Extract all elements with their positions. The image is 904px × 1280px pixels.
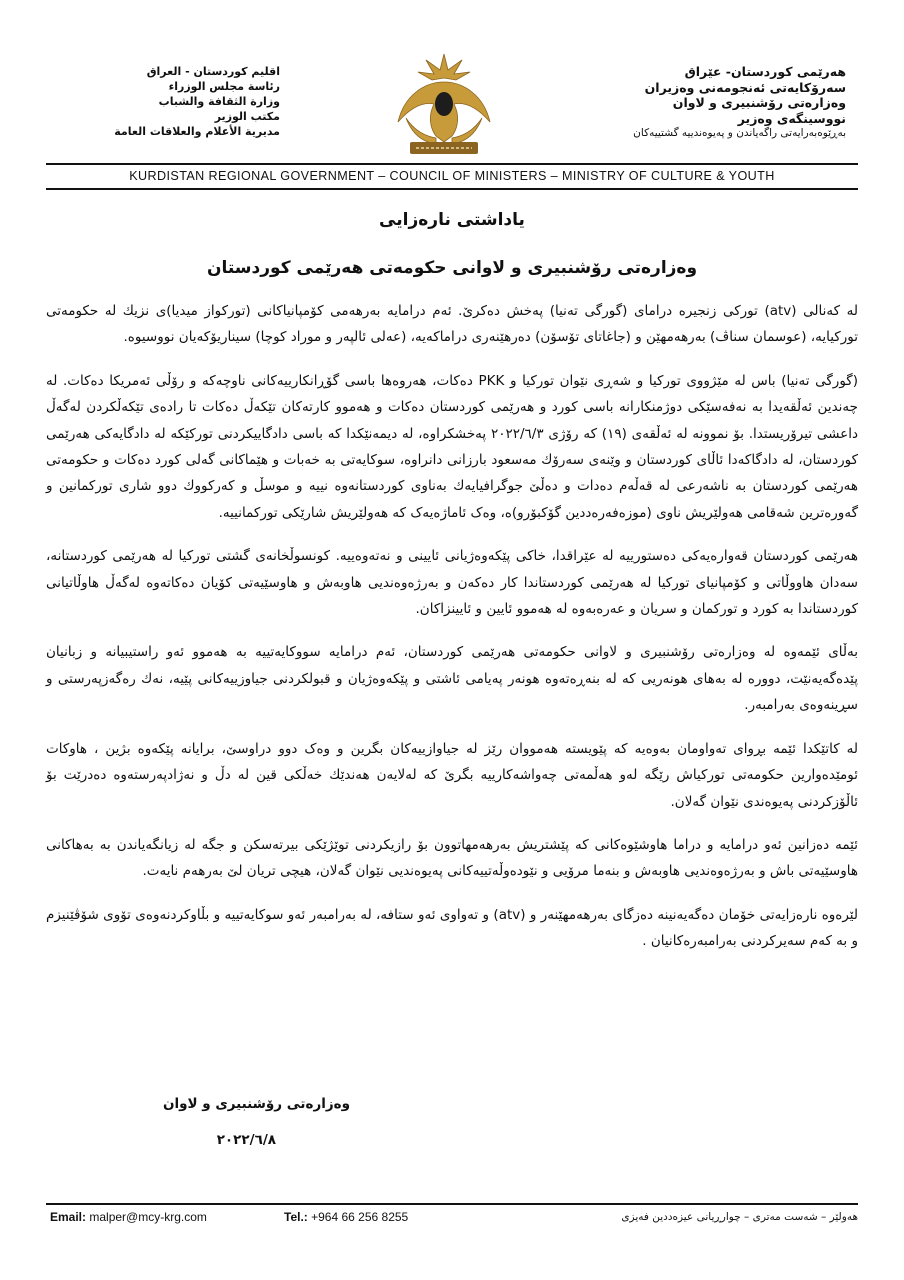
header-arabic-line: وزارة الثقافة والشباب: [158, 95, 280, 108]
body-paragraph: لێرەوە نارەزایەتی خۆمان دەگەیەنینە دەزگای بەرهەمهێنەر و (atv) و تەواوی ئەو ستافە، لە بەرامبەر ئەو سوکایەتییە و بڵاوکردنەوەی تۆوی شۆڤێنیزم و بە کەم سەیرکردنی بەرامبەرەکانیان .: [46, 906, 858, 950]
footer-divider: [46, 1203, 858, 1205]
footer-address: هەولێر – شەست مەتری – چوارڕیانی عیزەددین فەیزی: [621, 1211, 858, 1223]
header-english-band: KURDISTAN REGIONAL GOVERNMENT – COUNCIL OF MINISTERS – MINISTRY OF CULTURE & YOUTH: [129, 169, 775, 183]
footer-email-label: Email:: [50, 1210, 87, 1224]
document-subtitle: وەزارەتی رۆشنبیری و لاوانی حکومەتی هەرێمی کوردستان: [206, 258, 698, 278]
signature-date: ٢٠٢٢/٦/٨: [216, 1132, 276, 1148]
header-arabic-line: مديرية الأعلام والعلاقات العامة: [114, 125, 280, 138]
body-paragraph: هەرێمی کوردستان قەوارەیەکی دەستورییە لە عێراقدا، خاکی پێکەوەژیانی ئایینی و نەتەوەییە. کونسوڵخانەی گشتی تورکیا لە هەرێمی کوردستانە، سەدان هاووڵاتی و کۆمپانیای تورکیا لە هەرێمی کوردستاندا کار دەکەن و بەرژەوەندیی هاوبەش و هاوسێیەتی کۆیان دەکاتەوە لەگەڵ هاوڵاتیانی کوردستاندا بە کورد و تورکمان و سریان و عەرەبەوە لە هەموو ئایین و ئایینزاکان.: [46, 548, 858, 618]
body-paragraph: لە کەنالی (atv) تورکی زنجیرە درامای (گورگی تەنیا) پەخش دەکرێ. ئەم درامایە بەرهەمی کۆمپانیاکانی (تورکواز میدیا)ی نزیك لە حکومەتی تورکیایە، (عوسمان سناڤ) بەرهەمهێن و (جاغاتای تۆسۆن) دەرهێنەری دراماکەیە، (عەلی ئالپەر و موراد کوچا) سیناریۆکەیان نووسیوە.: [46, 303, 858, 346]
header-divider-top: [46, 163, 858, 165]
header-arabic-block: [110, 64, 280, 139]
body-paragraph: بەڵای ئێمەوە لە وەزارەتی رۆشنبیری و لاوانی حکومەتی هەرێمی کوردستان، ئەم درامایە سووکایەتییە بە هەموو ئەو راستیبیانە و زبانیان پێدەگەیەنێت، دووره لە بەهای هونەریی کە لە بنەڕەتەوە هونەر پەیامی ئاشتی و پێکەوەژیان و قبولکردنی جیاوزییەکانی پێیە، نەك رەگەزپەرستی و سڕینەوەی بەرامبەر.: [46, 644, 858, 714]
header-kurdish-block: [546, 64, 846, 142]
footer-email: [50, 1207, 207, 1227]
footer-phone-label: Tel.:: [284, 1210, 308, 1224]
footer: [50, 1207, 858, 1227]
body-paragraph: ئێمە دەزانین ئەو درامایە و دراما هاوشێوەکانی کە پێشتریش بەرهەمهاتوون بۆ رازیکردنی توێژێکی بیرتەسکن و جگە لە زیانگەیاندن بە بەهاکانی هاوسێیەتی باش و بەرژەوەندیی هاوبەش و بنەما مرۆیی و نێودەوڵەتییەکانی پەیوەندیی نێوان گەلان، هیچی تریان لێ بەرهەم نایەت.: [46, 836, 858, 880]
signature-name: وەزارەتی رۆشنبیری و لاوان: [162, 1096, 350, 1112]
header-arabic-line: اقليم كوردستان - العراق: [146, 65, 280, 78]
footer-phone: [284, 1207, 408, 1227]
header-divider-bottom: [46, 188, 858, 190]
header-arabic-line: مكتب الوزير: [214, 110, 280, 123]
footer-phone-value: +964 66 256 8255: [311, 1210, 409, 1224]
document-title: یاداشتی نارەزایی: [379, 210, 525, 230]
header-kurdish-line: وەزارەتی رۆشنبیری و لاوان: [672, 95, 846, 110]
header-kurdish-line: نووسینگەی وەزیر: [737, 110, 846, 126]
body-paragraph: (گورگی تەنیا) باس لە مێژووی تورکیا و شەڕی نێوان تورکیا و PKK دەکات، هەروەها باسی گۆڕانکارییەکانی ناوچەکە و رۆڵی ئەمریکا دەکات. لە چەندین ئەڵقەیدا بە نەفەسێکی دوژمنکارانە باسی کورد و هەرێمی کوردستان دەکات و هەموو کارتەکان تێکەڵ دەکات تا رادەی تێکەڵکردن لەگەڵ داعشی تیرۆریستدا. بۆ نموونە لە ئەڵقەی (١٩) کە رۆژی ٢٠٢٢/٦/٣ پەخشکراوە، لە دیمەنێکدا کە باسی دادگاییکردنی تورکێکە لە دادگایەکی هەرێمی کوردستان، لە دادگاکەدا ئاڵای کوردستان و وێنەی سەرۆك مەسعود بارزانی دانراوە، سوکایەتی بە خەبات و هێماکانی گەلی کورد دەکات و حکومەتی هەرێمی کوردستان بە ناشەرعی لە قەڵەم دەدات و دەڵێ جوگرافیایەك بەناوی کوردستانەوە نییە و موسڵ و کەرکووك دوو شاری تورکمانین و گەورەترین شەقامی هەولێریش ناوی (موزەفەرەددین گۆکبۆرو)ە، وەک ئاماژەیەک کە هەولێریش شارێکی تورکمانییە.: [46, 372, 859, 521]
kurdistan-eagle-emblem-icon: [384, 44, 504, 164]
body-paragraph: لە کاتێکدا ئێمە بڕوای تەواومان بەوەیە کە پێویستە هەمووان رێز لە جیاوازییەکان بگرین و وەک دوو دراوسێ، برایانە پێکەوە بژین ، هاوکات ئومێدەوارین حکومەتی تورکیاش رێگە لەو هەڵمەتی چەواشەکارییە بگرێ کە لەلایەن هەندێك خەڵکی قین لە دڵ و نەژادپەرستەوە دەدرێت بۆ ئاڵۆزکردنی پەیوەندی نێوان گەلان.: [46, 740, 858, 810]
header-kurdish-line: بەڕێوەبەرایەتی راگەیاندن و پەیوەندییە گشتییەکان: [633, 127, 846, 139]
footer-email-value[interactable]: malper@mcy-krg.com: [89, 1210, 207, 1224]
document-body: [46, 298, 858, 972]
header-arabic-line: رئاسة مجلس الوزراء: [168, 80, 280, 93]
header-kurdish-line: هەرێمی کوردستان- عێراق: [684, 64, 846, 79]
header-kurdish-line: سەرۆکایەتی ئەنجومەنی وەزیران: [644, 79, 846, 95]
